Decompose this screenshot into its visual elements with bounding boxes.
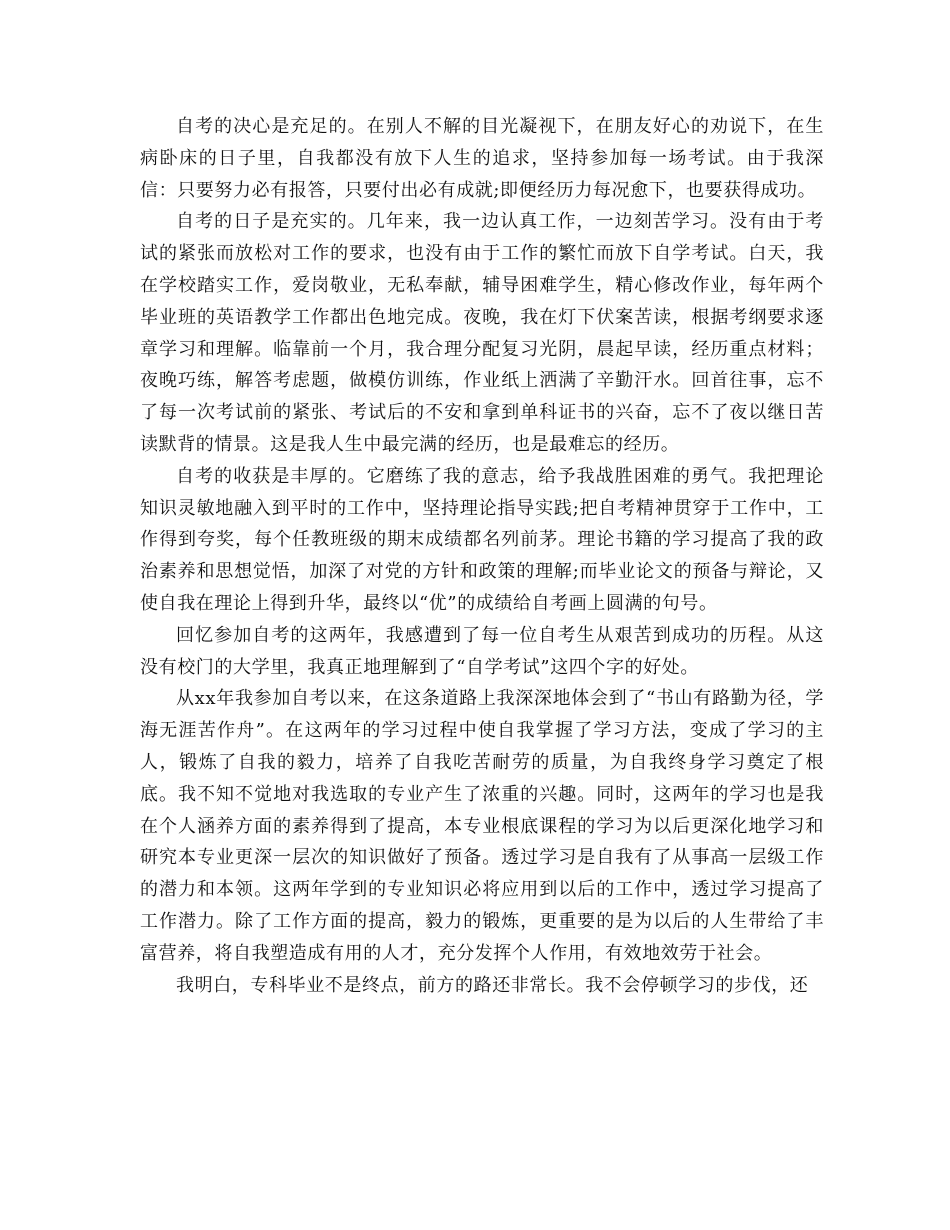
paragraph-2: 自考的日子是充实的。几年来，我一边认真工作，一边刻苦学习。没有由于考试的紧张而放松对工作的要求，也没有由于工作的繁忙而放下自学考试。白天，我在学校踏实工作，爱岗敬业，无私奉献，辅导困难学生，精心修改作业，每年两个毕业班的英语教学工作都出色地完成。夜晚，我在灯下伏案苦读，根据考纲要求逐章学习和理解。临靠前一个月，我合理分配复习光阴，晨起早读，经历重点材料；夜晚巧练，解答考虑题，做模仿训练，作业纸上洒满了辛勤汗水。回首往事，忘不了每一次考试前的紧张、考试后的不安和拿到单科证书的兴奋，忘不了夜以继日苦读默背的情景。这是我人生中最完满的经历，也是最难忘的经历。 (140, 211, 824, 455)
paragraph-4: 回忆参加自考的这两年，我感遭到了每一位自考生从艰苦到成功的历程。从这没有校门的大学里，我真正地理解到了“自学考试”这四个字的好处。 (140, 624, 824, 678)
paragraph-5: 从xx年我参加自考以来，在这条道路上我深深地体会到了“书山有路勤为径，学海无涯苦作舟”。在这两年的学习过程中使自我掌握了学习方法，变成了学习的主人，锻炼了自我的毅力，培养了自我吃苦耐劳的质量，为自我终身学习奠定了根底。我不知不觉地对我选取的专业产生了浓重的兴趣。同时，这两年的学习也是我在个人涵养方面的素养得到了提高，本专业根底课程的学习为以后更深化地学习和研究本专业更深一层次的知识做好了预备。透过学习是自我有了从事高一层级工作的潜力和本领。这两年学到的专业知识必将应用到以后的工作中，透过学习提高了工作潜力。除了工作方面的提高，毅力的锻炼，更重要的是为以后的人生带给了丰富营养，将自我塑造成有用的人才，充分发挥个人作用，有效地效劳于社会。 (140, 688, 824, 964)
paragraph-1: 自考的决心是充足的。在别人不解的目光凝视下，在朋友好心的劝说下，在生病卧床的日子里，自我都没有放下人生的追求，坚持参加每一场考试。由于我深信：只要努力必有报答，只要付出必有成就;即便经历力每况愈下，也要获得成功。 (140, 116, 824, 201)
paragraph-3: 自考的收获是丰厚的。它磨练了我的意志，给予我战胜困难的勇气。我把理论知识灵敏地融入到平时的工作中，坚持理论指导实践;把自考精神贯穿于工作中，工作得到夸奖，每个任教班级的期末成绩都名列前茅。理论书籍的学习提高了我的政治素养和思想觉悟，加深了对党的方针和政策的理解;而毕业论文的预备与辩论，又使自我在理论上得到升华，最终以“优”的成绩给自考画上圆满的句号。 (140, 465, 824, 614)
paragraph-6: 我明白，专科毕业不是终点，前方的路还非常长。我不会停顿学习的步伐，还 (176, 974, 809, 996)
document-body (140, 111, 824, 1001)
